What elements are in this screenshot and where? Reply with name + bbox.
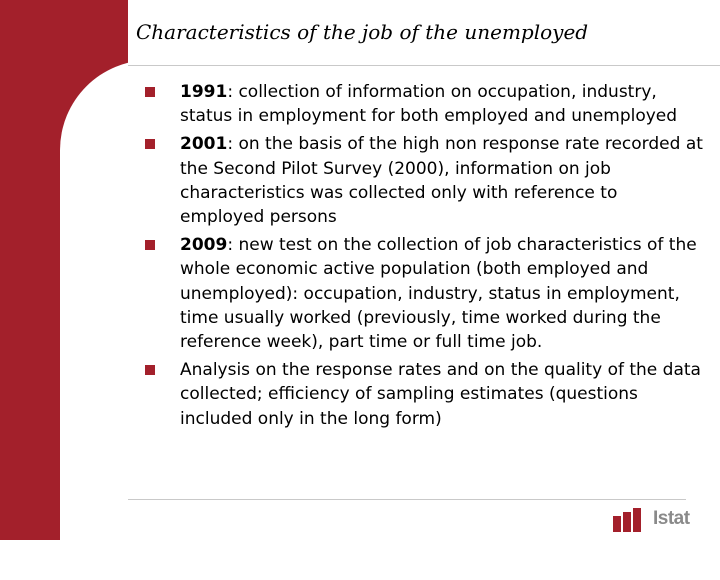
bullet-year: 2001 (180, 134, 228, 155)
bullet-text: : on the basis of the high non response rate recorded at the Second Pilot Survey (2000), information on job characteristics was collected only with reference to employed persons (180, 134, 703, 228)
list-item (145, 358, 705, 431)
bullet-text: : new test on the collection of job characteristics of the whole economic active population (both employed and unemployed): occupation, industry, status in employment, time usually worked (previously, time worked during the reference week), part time or full time job. (180, 235, 697, 353)
square-bullet-icon (145, 240, 155, 250)
logo-text: Istat (653, 508, 690, 529)
page-title: Characteristics of the job of the unemployed (136, 20, 589, 44)
bullet-text: Analysis on the response rates and on the quality of the data collected; efficiency of sampling estimates (questions included only in the long form) (180, 360, 701, 429)
list-item (145, 80, 705, 128)
list-item (145, 132, 705, 229)
logo-bar-icon (613, 516, 621, 532)
square-bullet-icon (145, 365, 155, 375)
square-bullet-icon (145, 87, 155, 97)
bullet-list (145, 80, 705, 435)
logo-bar-icon (623, 512, 631, 532)
bullet-text: : collection of information on occupation, industry, status in employment for both employed and unemployed (180, 82, 678, 127)
square-bullet-icon (145, 139, 155, 149)
title-rule (128, 65, 720, 66)
istat-logo (613, 508, 693, 532)
footer-rule (128, 499, 686, 500)
logo-bar-icon (633, 508, 641, 532)
bullet-year: 1991 (180, 82, 228, 102)
list-item (145, 233, 705, 354)
bullet-year: 2009 (180, 235, 228, 256)
